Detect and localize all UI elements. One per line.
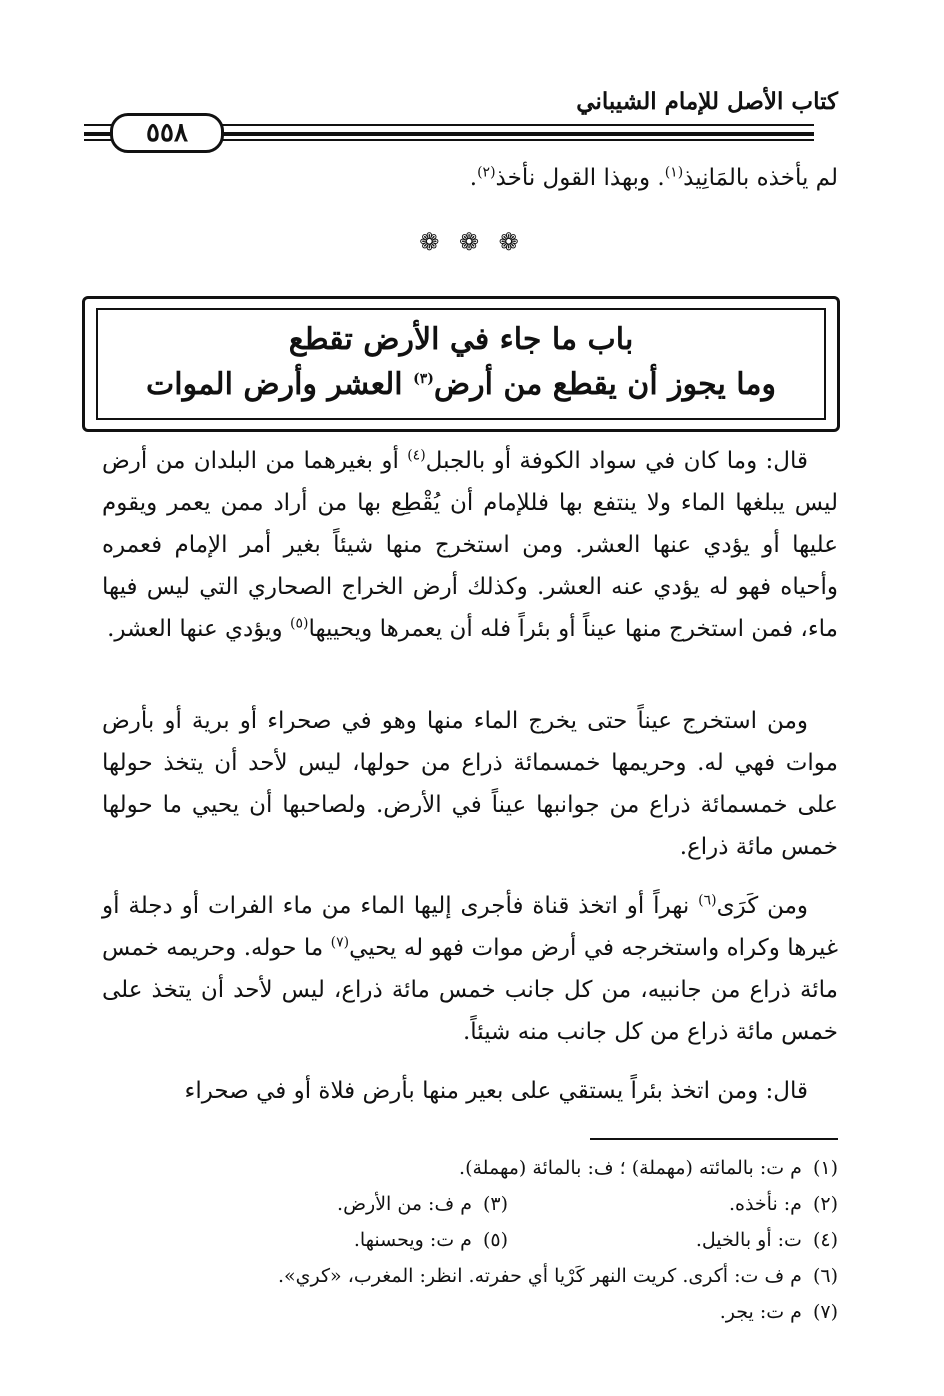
continuation-text-a: لم يأخذه بالمَانِيذ <box>683 165 838 191</box>
chapter-title-line2 <box>96 367 826 402</box>
chapter-title-line2-b: العشر وأرض الموات <box>146 367 414 402</box>
footnote-row <box>98 1258 838 1294</box>
continuation-text-c: . <box>469 165 478 191</box>
footnote-ref-3: (٣) <box>413 371 434 387</box>
footnote-number: (٦) <box>812 1265 838 1287</box>
footnote-second-column <box>337 1186 508 1222</box>
page-number: ٥٥٨ <box>110 113 224 153</box>
paragraph-2 <box>102 700 838 868</box>
footnote-second-column <box>354 1222 508 1258</box>
continuation-text-b: . وبهذا القول نأخذ <box>495 165 665 191</box>
p3-text-c: ما حوله. وحريمه خمس مائة ذراع من جانبيه، من كل جانب خمس مائة ذراع، ليس لأحد أن يتخذ على خمس مائة ذراع من كل جانب منه شيئاً. <box>102 935 838 1045</box>
footnote-rule <box>590 1138 838 1140</box>
footnote-text: م ت: بالمائته (مهملة) ؛ ف: بالمائة (مهملة). <box>459 1157 802 1179</box>
footnote-ref-2: (٢) <box>477 164 496 181</box>
footnote-row <box>98 1186 838 1222</box>
chapter-title-line2-a: وما يجوز أن يقطع من أرض <box>433 367 776 402</box>
p2-text: ومن استخرج عيناً حتى يخرج الماء منها وهو في صحراء أو برية أو بأرض موات فهي له. وحريمها خمسمائة ذراع من حولها، ليس لأحد أن يتخذ حولها على خمسمائة ذراع من جوانبها عيناً في الأرض. ولصاحبها أن يحيي ما حولها خمس مائة ذراع. <box>102 708 838 860</box>
footnote-ref-6: (٦) <box>698 892 717 909</box>
p3-text-a: ومن كَرَى <box>716 893 809 919</box>
footnote-number: (١) <box>812 1157 838 1179</box>
footnote-row <box>98 1294 838 1330</box>
p1-text-c: ويؤدي عنها العشر. <box>107 616 290 642</box>
footnote-text: م ت: يجر. <box>719 1301 802 1323</box>
p1-text-b: أو بغيرهما من البلدان من أرض ليس يبلغها الماء ولا ينتفع بها فللإمام أن يُقْطِع بها من أراد ممن يعمر ويقوم عليها أو يؤدي عنها العشر. ومن استخرج منها شيئاً بغير أمر الإمام فعمره وأحياه فهو له يؤدي عنه العشر. وكذلك أرض الخراج الصحاري التي ليس فيها ماء، فمن استخرج منها عيناً أو بئراً فله أن يعمرها ويحييها <box>102 448 838 642</box>
footnote-number: (٥) <box>482 1229 508 1251</box>
footnote-text: م ت: ويحسنها. <box>353 1229 472 1251</box>
footnote-ref-4: (٤) <box>407 447 426 464</box>
footnote-text: ت: أو بالخيل. <box>695 1229 802 1251</box>
p3-text-b: نهراً أو اتخذ قناة فأجرى إليها الماء من ماء الفرات أو دجلة أو غيرها وكراه واستخرجه في أرض موات فهو له يحيي <box>102 893 838 961</box>
footnote-text: م: نأخذه. <box>728 1193 802 1215</box>
footnote-row <box>98 1222 838 1258</box>
footnote-number: (٣) <box>482 1193 508 1215</box>
footnotes <box>98 1150 838 1330</box>
footnote-ref-7: (٧) <box>330 934 350 951</box>
paragraph-1 <box>102 440 838 650</box>
section-separator: ❁ ❁ ❁ <box>419 228 525 256</box>
footnote-number: (٢) <box>812 1193 838 1215</box>
footnote-ref-5: (٥) <box>289 615 309 632</box>
footnote-text: م ف ت: أكرى. كريت النهر كَرْيا أي حفرته. انظر: المغرب، «كري». <box>277 1265 802 1287</box>
chapter-title-line1: باب ما جاء في الأرض تقطع <box>288 322 634 357</box>
footnote-row <box>98 1150 838 1186</box>
p4-text: قال: ومن اتخذ بئراً يستقي على بعير منها بأرض فلاة أو في صحراء <box>184 1078 808 1104</box>
footnote-text: م ف: من الأرض. <box>337 1193 472 1215</box>
paragraph-3 <box>102 885 838 1053</box>
footnote-number: (٧) <box>812 1301 838 1323</box>
p1-text-a: قال: وما كان في سواد الكوفة أو بالجبل <box>425 448 808 474</box>
paragraph-4 <box>102 1070 838 1112</box>
footnote-ref-1: (١) <box>664 164 684 181</box>
footnote-number: (٤) <box>812 1229 838 1251</box>
continuation-line <box>98 158 838 198</box>
running-title: كتاب الأصل للإمام الشيباني <box>576 88 838 115</box>
